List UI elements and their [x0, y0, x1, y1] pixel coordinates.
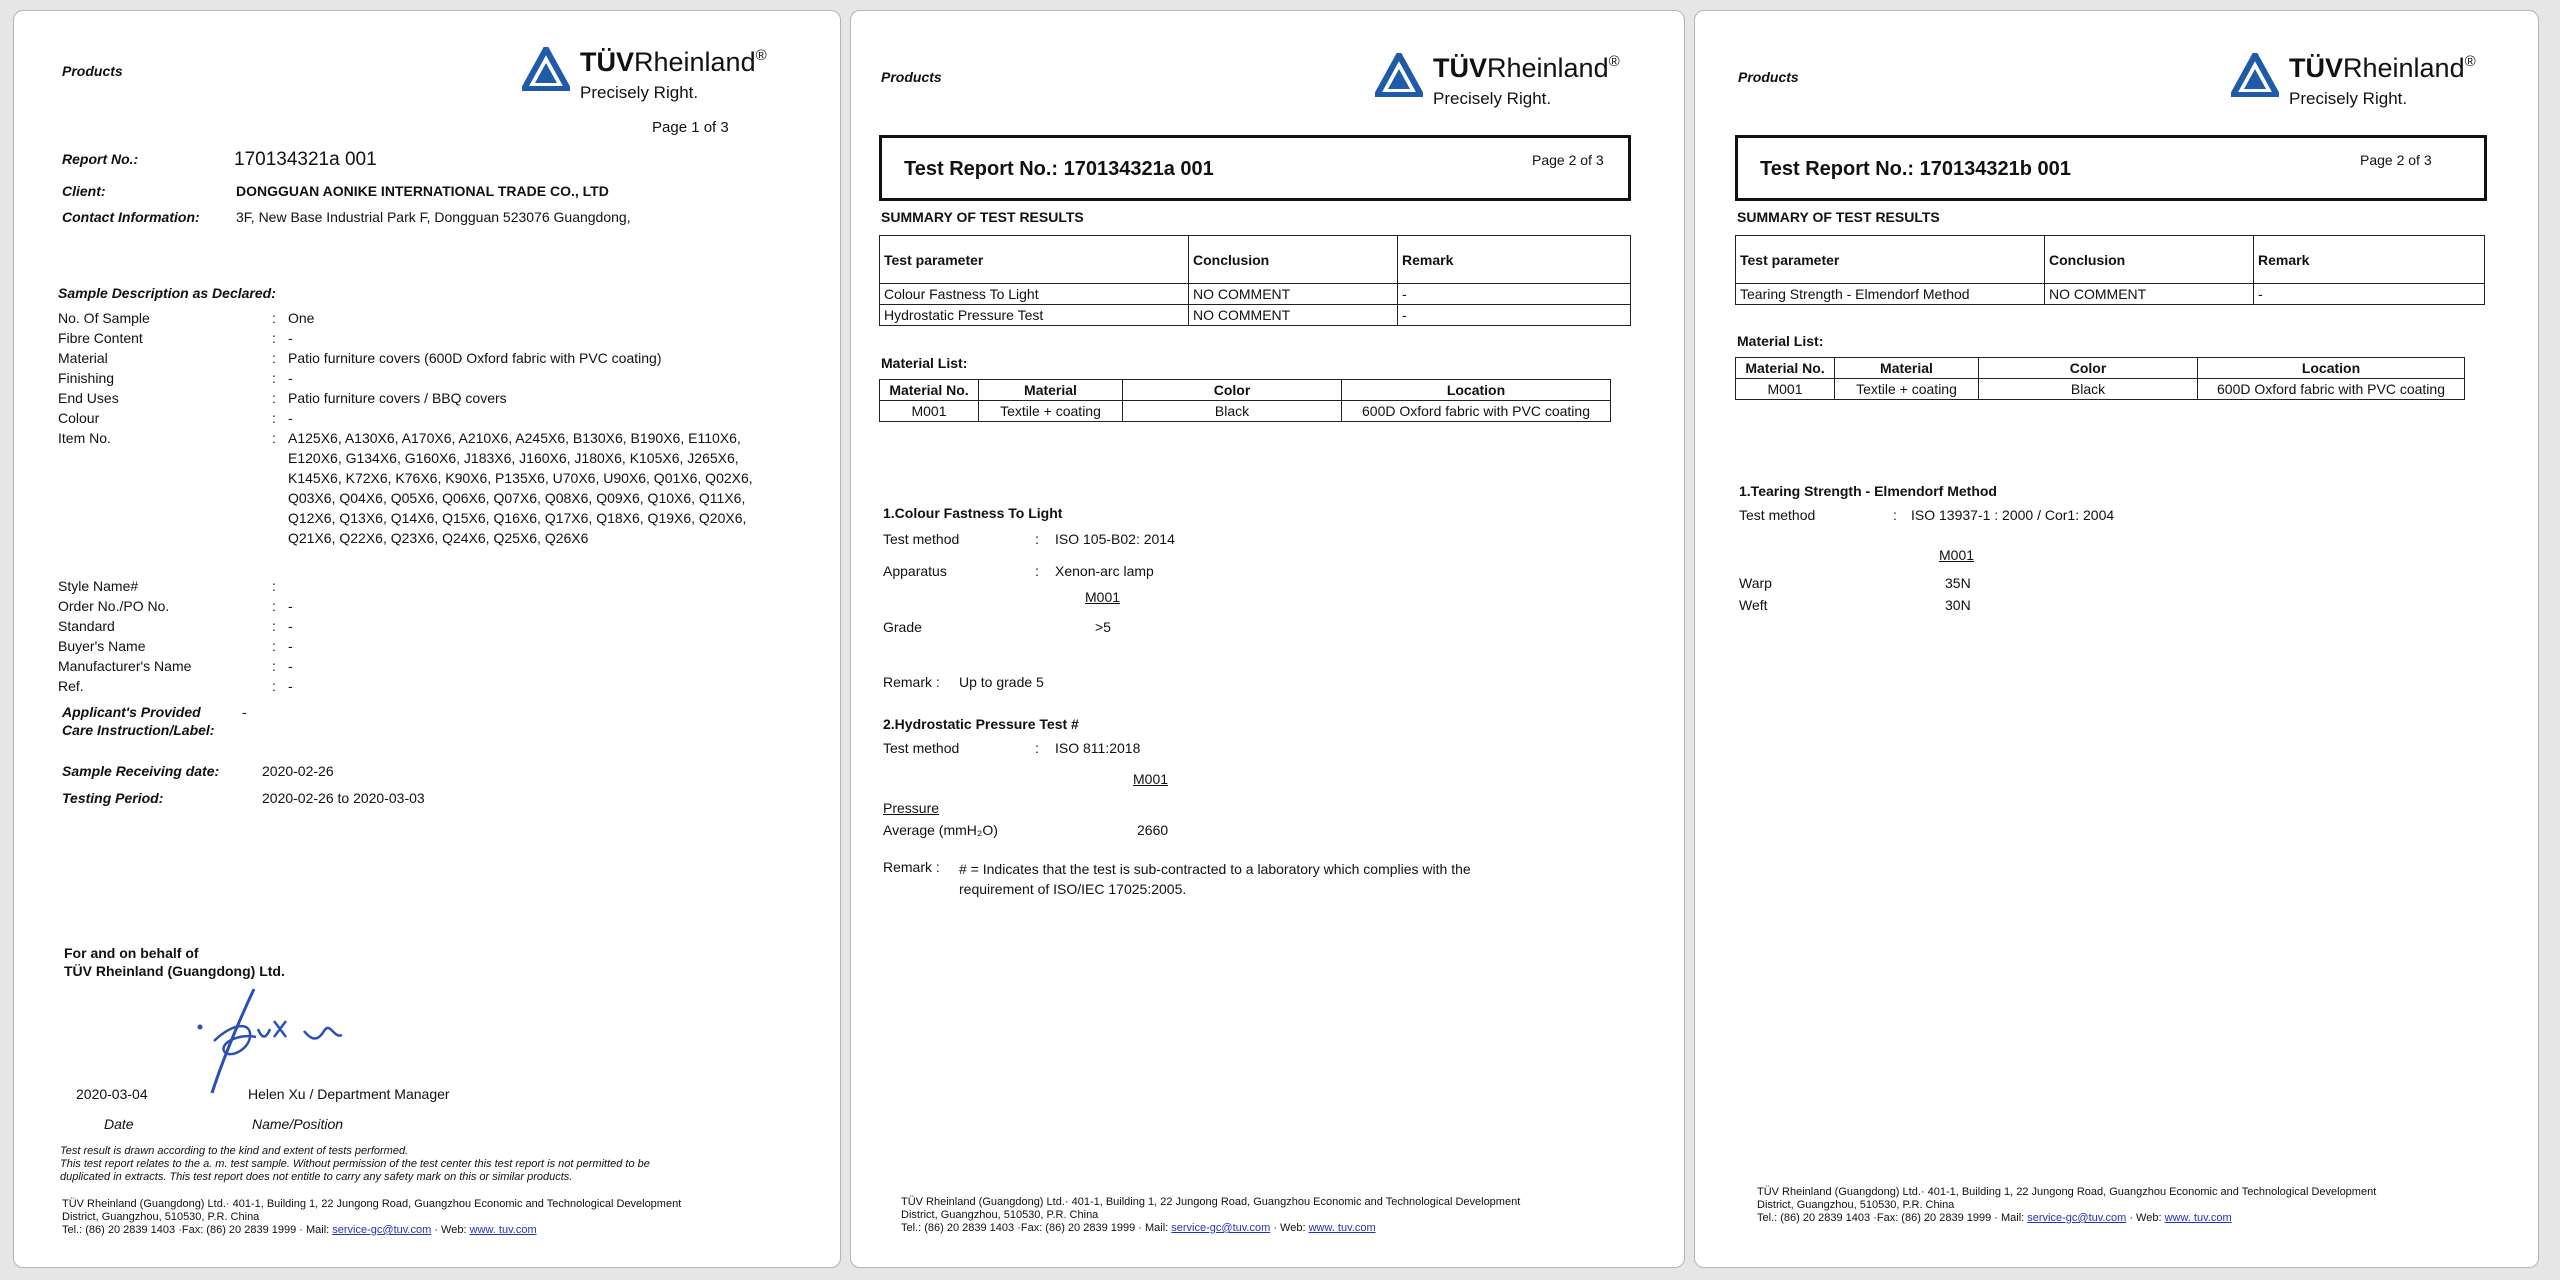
- s1-apparatus-label: Apparatus: [883, 563, 947, 579]
- material-list-title: Material List:: [1737, 333, 1824, 349]
- page-number: Page 1 of 3: [652, 119, 729, 136]
- col-header: Material: [1835, 358, 1979, 379]
- col-header: Location: [1342, 380, 1611, 401]
- item-no-list: A125X6, A130X6, A170X6, A210X6, A245X6, B130X6, B190X6, E110X6, E120X6, G134X6, G160X6, J183X6, J160X6, J180X6, K105X6, J265X6, K145X6, K72X6, K76X6, K90X6, P135X6, U70X6, U90X6, Q01X6, Q02X6, Q03X6, Q04X6, Q05X6, Q06X6, Q07X6, Q08X6, Q09X6, Q10X6, Q11X6, Q12X6, Q13X6, Q14X6, Q15X6, Q16X6, Q17X6, Q18X6, Q19X6, Q20X6, Q21X6, Q22X6, Q23X6, Q24X6, Q25X6, Q26X6: [288, 430, 753, 546]
- field-value: -: [288, 678, 293, 694]
- s1-method-label: Test method: [1739, 507, 1816, 523]
- sign-date: 2020-03-04: [76, 1086, 148, 1102]
- field-row: Standard : -: [58, 618, 293, 634]
- material-list-title: Material List:: [881, 355, 968, 371]
- colon: :: [1035, 531, 1039, 547]
- table-cell: Black: [1979, 379, 2198, 400]
- tuv-logo: [522, 47, 767, 102]
- material-table: [879, 379, 1611, 422]
- s2-method-label: Test method: [883, 740, 960, 756]
- s2-remark-line2: requirement of ISO/IEC 17025:2005.: [959, 881, 1187, 897]
- report-page-3: [1694, 10, 2539, 1268]
- field-row: Style Name# :: [58, 578, 276, 594]
- field-row: Fibre Content : -: [58, 330, 293, 346]
- table-header-row: [880, 236, 1631, 284]
- table-cell: -: [1398, 305, 1631, 326]
- col-header: Test parameter: [1736, 236, 2045, 284]
- s1-column-header: M001: [1939, 547, 1975, 563]
- field-value: -: [288, 410, 293, 426]
- s1-grade-value: >5: [1095, 619, 1111, 635]
- field-row: Colour : -: [58, 410, 293, 426]
- email-link[interactable]: service-gc@tuv.com: [332, 1224, 432, 1236]
- material-table: [1735, 357, 2465, 400]
- s1-apparatus-value: Xenon-arc lamp: [1055, 563, 1154, 579]
- care-value: -: [242, 704, 247, 720]
- table-cell: NO COMMENT: [1189, 284, 1398, 305]
- footer-address: TÜV Rheinland (Guangdong) Ltd.· 401-1, Building 1, 22 Jungong Road, Guangzhou Economic and Technological Development District, Guangzhou, 510530, P.R. China Tel.: (86) 20 2839 1403 ·Fax: (86) 20 2839 1999 · Mail: service-gc@tuv.com · Web: www. tuv.com: [62, 1198, 682, 1236]
- table-header-row: [1736, 358, 2465, 379]
- field-label: Ref.: [58, 678, 84, 694]
- report-title: Test Report No.: 170134321b 001: [1760, 158, 2071, 180]
- col-header: Remark: [2254, 236, 2485, 284]
- table-header-row: [1736, 236, 2485, 284]
- warp-label: Warp: [1739, 575, 1772, 591]
- testing-period-value: 2020-02-26 to 2020-03-03: [262, 790, 425, 806]
- page-number: Page 2 of 3: [1532, 152, 1604, 168]
- field-label: Material: [58, 350, 108, 366]
- report-title: Test Report No.: 170134321a 001: [904, 158, 1214, 180]
- products-header: Products: [1738, 69, 1799, 85]
- summary-table: [879, 235, 1631, 326]
- web-link[interactable]: www. tuv.com: [1308, 1222, 1376, 1234]
- field-row: Buyer's Name : -: [58, 638, 293, 654]
- field-row: End Uses : Patio furniture covers / BBQ covers: [58, 390, 507, 406]
- table-row: [880, 401, 1611, 422]
- table-cell: Textile + coating: [1835, 379, 1979, 400]
- brand-name: TÜVRheinland®: [580, 47, 767, 77]
- tuv-logo: [1375, 53, 1620, 108]
- section1-title: 1.Colour Fastness To Light: [883, 505, 1063, 521]
- table-cell: NO COMMENT: [1189, 305, 1398, 326]
- client-value: DONGGUAN AONIKE INTERNATIONAL TRADE CO., LTD: [236, 183, 609, 199]
- contact-value: 3F, New Base Industrial Park F, Dongguan 523076 Guangdong,: [236, 209, 631, 225]
- footer-address: TÜV Rheinland (Guangdong) Ltd.· 401-1, Building 1, 22 Jungong Road, Guangzhou Economic and Technological Development District, Guangzhou, 510530, P.R. China Tel.: (86) 20 2839 1403 ·Fax: (86) 20 2839 1999 · Mail: service-gc@tuv.com · Web: www. tuv.com: [1757, 1186, 2377, 1224]
- weft-label: Weft: [1739, 597, 1768, 613]
- s2-pressure-label: Pressure: [883, 800, 940, 816]
- field-label: No. Of Sample: [58, 310, 150, 326]
- col-header: Color: [1123, 380, 1342, 401]
- col-header: Material No.: [880, 380, 979, 401]
- s1-grade-label: Grade: [883, 619, 922, 635]
- testing-period-label: Testing Period:: [62, 790, 164, 806]
- field-label: Style Name#: [58, 578, 139, 594]
- order-fields: [58, 576, 658, 696]
- table-cell: 600D Oxford fabric with PVC coating: [2198, 379, 2465, 400]
- table-row: [880, 284, 1631, 305]
- item-no-row: Item No. : A125X6, A130X6, A170X6, A210X6, A245X6, B130X6, B190X6, E110X6, E120X6, G134X6, G160X6, J183X6, J160X6, J180X6, K105X6, J265X6, K145X6, K72X6, K76X6, K90X6, P135X6, U70X6, U90X6, Q01X6, Q02X6, Q03X6, Q04X6, Q05X6, Q06X6, Q07X6, Q08X6, Q09X6, Q10X6, Q11X6, Q12X6, Q13X6, Q14X6, Q15X6, Q16X6, Q17X6, Q18X6, Q19X6, Q20X6, Q21X6, Q22X6, Q23X6, Q24X6, Q25X6, Q26X6: [58, 430, 753, 546]
- receiving-date-label: Sample Receiving date:: [62, 763, 220, 779]
- col-header: Conclusion: [2045, 236, 2254, 284]
- s1-method-value: ISO 105-B02: 2014: [1055, 531, 1175, 547]
- behalf-line1: For and on behalf of: [64, 945, 199, 961]
- s2-column-header: M001: [1133, 771, 1169, 787]
- s1-method-label: Test method: [883, 531, 960, 547]
- col-header: Location: [2198, 358, 2465, 379]
- tuv-logo: [2231, 53, 2476, 108]
- tuv-triangle-icon: [522, 47, 570, 91]
- table-row: [1736, 379, 2465, 400]
- table-cell: 600D Oxford fabric with PVC coating: [1342, 401, 1611, 422]
- tuv-triangle-icon: [1375, 53, 1423, 97]
- field-value: -: [288, 618, 293, 634]
- brand-tagline: Precisely Right.: [2289, 89, 2408, 108]
- email-link[interactable]: service-gc@tuv.com: [2027, 1212, 2127, 1224]
- signature-image: [184, 981, 374, 1101]
- col-header: Conclusion: [1189, 236, 1398, 284]
- report-no-value: 170134321a 001: [234, 149, 377, 170]
- report-page-1: [13, 10, 841, 1268]
- footer-address: TÜV Rheinland (Guangdong) Ltd.· 401-1, Building 1, 22 Jungong Road, Guangzhou Economic and Technological Development District, Guangzhou, 510530, P.R. China Tel.: (86) 20 2839 1403 ·Fax: (86) 20 2839 1999 · Mail: service-gc@tuv.com · Web: www. tuv.com: [901, 1196, 1521, 1234]
- contact-label: Contact Information:: [62, 209, 200, 225]
- web-link[interactable]: www. tuv.com: [469, 1224, 537, 1236]
- receiving-date-value: 2020-02-26: [262, 763, 334, 779]
- products-header: Products: [62, 63, 123, 79]
- disclaimer: Test result is drawn according to the kind and extent of tests performed. This test report relates to the a. m. test sample. Without permission of the test center this test report is not permitted to be duplicated in extracts. This test report does not entitle to carry any safety mark on this or similar products.: [60, 1145, 650, 1183]
- weft-value: 30N: [1945, 597, 1971, 613]
- brand-name: TÜVRheinland®: [2289, 53, 2476, 83]
- s2-average-label: Average (mmH₂O): [883, 822, 998, 838]
- table-cell: M001: [880, 401, 979, 422]
- table-row: [1736, 284, 2485, 305]
- report-no-label: Report No.:: [62, 151, 139, 167]
- col-header: Test parameter: [880, 236, 1189, 284]
- table-cell: M001: [1736, 379, 1835, 400]
- field-value: -: [288, 330, 293, 346]
- care-label-line1: Applicant's Provided: [62, 704, 201, 720]
- tuv-triangle-icon: [2231, 53, 2279, 97]
- col-header: Material No.: [1736, 358, 1835, 379]
- field-value: -: [288, 638, 293, 654]
- table-header-row: [880, 380, 1611, 401]
- report-title-box: [879, 135, 1631, 201]
- col-header: Remark: [1398, 236, 1631, 284]
- field-value: -: [288, 598, 293, 614]
- col-header: Color: [1979, 358, 2198, 379]
- col-header: Material: [979, 380, 1123, 401]
- table-cell: Hydrostatic Pressure Test: [880, 305, 1189, 326]
- field-value: Patio furniture covers / BBQ covers: [288, 390, 507, 406]
- table-cell: -: [1398, 284, 1631, 305]
- s2-method-value: ISO 811:2018: [1055, 740, 1141, 756]
- field-value: One: [288, 310, 315, 326]
- section2-title: 2.Hydrostatic Pressure Test #: [883, 716, 1079, 732]
- s2-average-value: 2660: [1137, 822, 1169, 838]
- field-row: Material : Patio furniture covers (600D Oxford fabric with PVC coating): [58, 350, 662, 366]
- field-value: Patio furniture covers (600D Oxford fabric with PVC coating): [288, 350, 662, 366]
- client-label: Client:: [62, 183, 106, 199]
- field-row: No. Of Sample : One: [58, 310, 315, 326]
- behalf-line2: TÜV Rheinland (Guangdong) Ltd.: [64, 963, 285, 979]
- field-label: Finishing: [58, 370, 115, 386]
- date-caption: Date: [104, 1116, 134, 1132]
- products-header: Products: [881, 69, 942, 85]
- field-row: Order No./PO No. : -: [58, 598, 293, 614]
- s1-remark-label: Remark :: [883, 674, 940, 690]
- field-row: Finishing : -: [58, 370, 293, 386]
- field-row: Ref. : -: [58, 678, 293, 694]
- care-label-line2: Care Instruction/Label:: [62, 722, 215, 738]
- field-value: -: [288, 658, 293, 674]
- report-title-box: [1735, 135, 2487, 201]
- s2-remark-line1: # = Indicates that the test is sub-contracted to a laboratory which complies with the: [959, 861, 1471, 877]
- table-row: [880, 305, 1631, 326]
- field-label: Buyer's Name: [58, 638, 146, 654]
- name-position-caption: Name/Position: [252, 1116, 344, 1132]
- s2-remark-label: Remark :: [883, 859, 940, 875]
- summary-title: SUMMARY OF TEST RESULTS: [1737, 209, 1940, 225]
- table-cell: Textile + coating: [979, 401, 1123, 422]
- brand-name: TÜVRheinland®: [1433, 53, 1620, 83]
- field-value: -: [288, 370, 293, 386]
- report-page-2: [850, 10, 1685, 1268]
- colon: :: [1035, 563, 1039, 579]
- colon: :: [1893, 507, 1897, 523]
- summary-title: SUMMARY OF TEST RESULTS: [881, 209, 1084, 225]
- table-cell: Colour Fastness To Light: [880, 284, 1189, 305]
- brand-tagline: Precisely Right.: [1433, 89, 1552, 108]
- field-label: Item No.: [58, 430, 111, 446]
- s1-method-value: ISO 13937-1 : 2000 / Cor1: 2004: [1911, 507, 2115, 523]
- field-label: Standard: [58, 618, 115, 634]
- field-label: Order No./PO No.: [58, 598, 170, 614]
- s1-remark-value: Up to grade 5: [959, 674, 1044, 690]
- page-number: Page 2 of 3: [2360, 152, 2432, 168]
- signer-name: Helen Xu / Department Manager: [248, 1086, 450, 1102]
- sample-description-title: Sample Description as Declared:: [58, 285, 276, 301]
- table-cell: Black: [1123, 401, 1342, 422]
- colon: :: [1035, 740, 1039, 756]
- field-label: Fibre Content: [58, 330, 143, 346]
- section1-title: 1.Tearing Strength - Elmendorf Method: [1739, 483, 1997, 499]
- sample-fields: [58, 308, 798, 548]
- warp-value: 35N: [1945, 575, 1971, 591]
- brand-tagline: Precisely Right.: [580, 83, 699, 102]
- field-label: Colour: [58, 410, 100, 426]
- s1-column-header: M001: [1085, 589, 1121, 605]
- web-link[interactable]: www. tuv.com: [2164, 1212, 2232, 1224]
- field-label: End Uses: [58, 390, 119, 406]
- summary-table: [1735, 235, 2485, 305]
- email-link[interactable]: service-gc@tuv.com: [1171, 1222, 1271, 1234]
- table-cell: -: [2254, 284, 2485, 305]
- table-cell: NO COMMENT: [2045, 284, 2254, 305]
- table-cell: Tearing Strength - Elmendorf Method: [1736, 284, 2045, 305]
- field-label: Manufacturer's Name: [58, 658, 192, 674]
- field-row: Manufacturer's Name : -: [58, 658, 293, 674]
